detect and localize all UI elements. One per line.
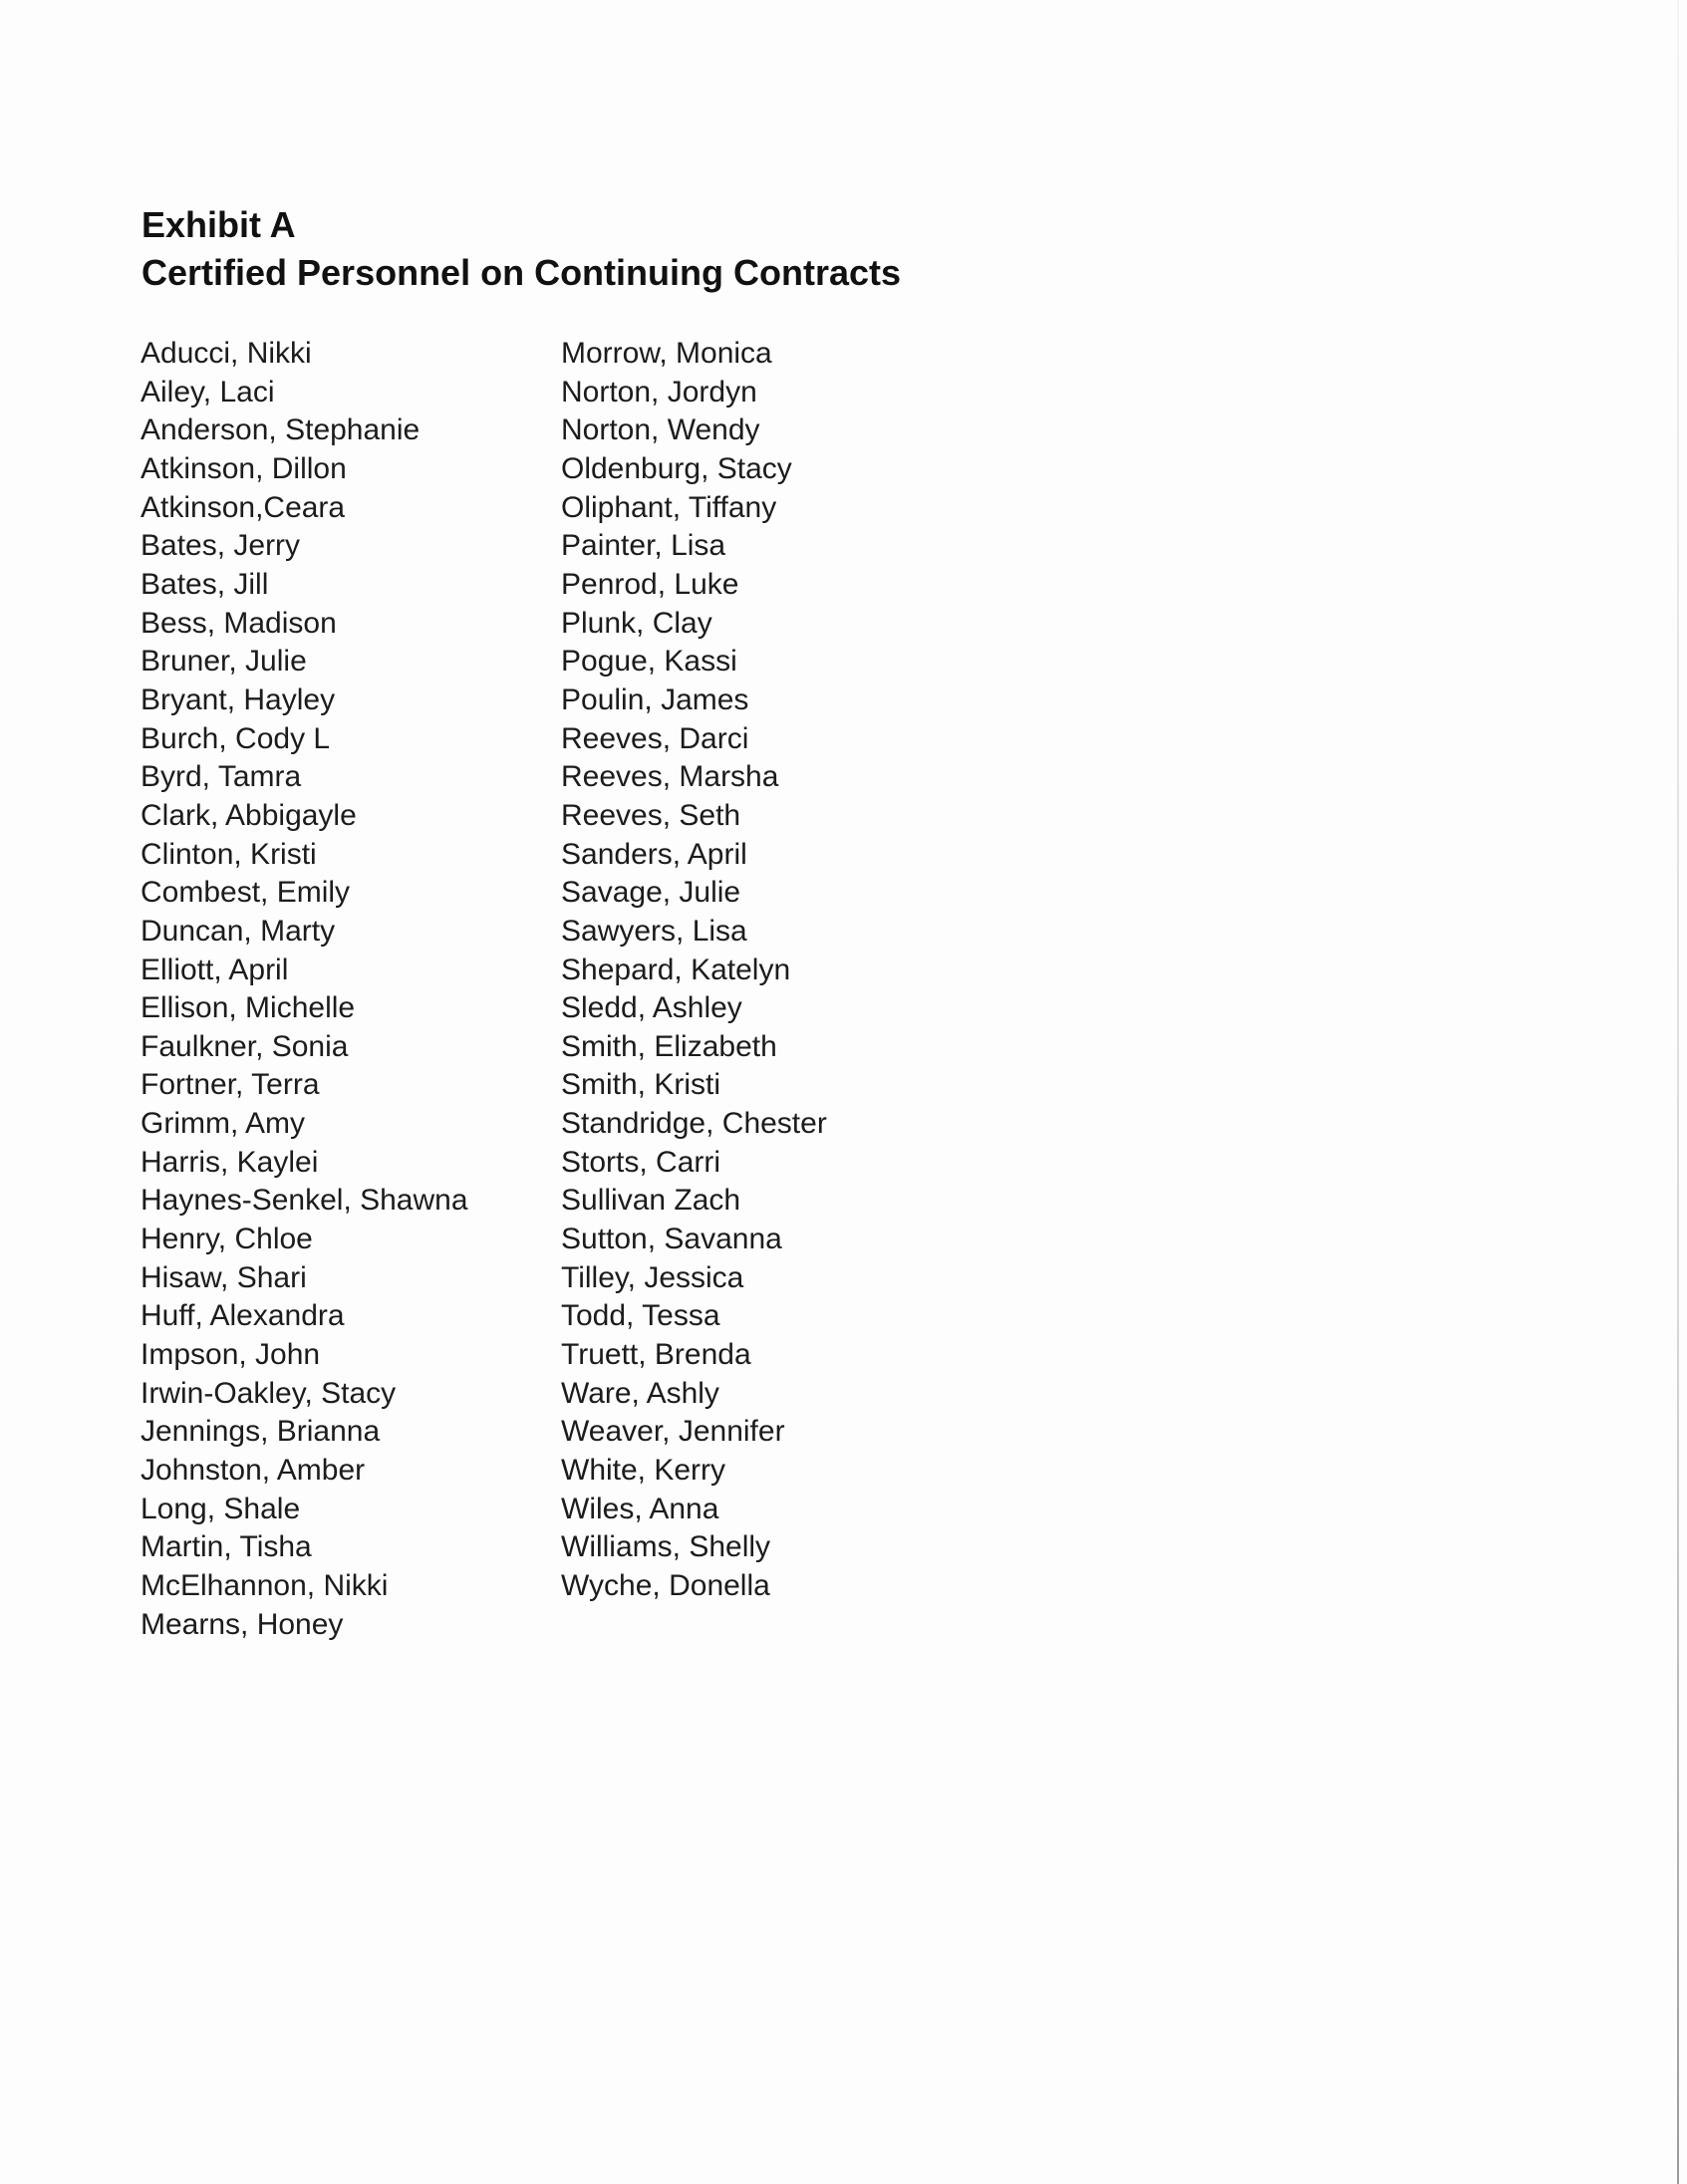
personnel-name: Plunk, Clay [561, 606, 712, 640]
personnel-name: Atkinson, Dillon [141, 451, 347, 485]
personnel-name: Bess, Madison [141, 606, 337, 640]
personnel-name: Poulin, James [561, 682, 749, 716]
personnel-name: Norton, Jordyn [561, 375, 757, 409]
personnel-name: Faulkner, Sonia [141, 1029, 349, 1063]
personnel-name: Wyche, Donella [561, 1569, 770, 1602]
personnel-name: McElhannon, Nikki [141, 1569, 389, 1602]
personnel-name: Irwin-Oakley, Stacy [141, 1376, 397, 1410]
personnel-name: Haynes-Senkel, Shawna [141, 1184, 468, 1218]
personnel-name: Burch, Cody L [141, 721, 331, 755]
personnel-name: Reeves, Darci [561, 721, 749, 755]
personnel-name: Atkinson,Ceara [141, 490, 346, 524]
personnel-name: Bates, Jerry [141, 529, 301, 563]
personnel-name: Smith, Elizabeth [561, 1029, 777, 1063]
personnel-name: Aducci, Nikki [141, 337, 312, 370]
personnel-name: Bryant, Hayley [141, 682, 336, 716]
personnel-name: Harris, Kaylei [141, 1145, 319, 1179]
personnel-name: Jennings, Brianna [141, 1415, 381, 1449]
personnel-name: Savage, Julie [561, 876, 741, 910]
personnel-name: Norton, Wendy [561, 413, 760, 447]
personnel-name: Clark, Abbigayle [141, 798, 357, 832]
personnel-name: Sawyers, Lisa [561, 914, 747, 948]
personnel-name: Tilley, Jessica [561, 1260, 744, 1294]
personnel-name: Combest, Emily [141, 876, 351, 910]
page-edge [1677, 0, 1679, 2184]
personnel-name: Smith, Kristi [561, 1068, 721, 1102]
personnel-name: Ellison, Michelle [141, 991, 356, 1025]
document-subtitle: Certified Personnel on Continuing Contracts [141, 252, 902, 293]
personnel-name: Reeves, Seth [561, 798, 741, 832]
personnel-name: Reeves, Marsha [561, 760, 779, 794]
personnel-name: Martin, Tisha [141, 1530, 312, 1564]
personnel-name: Clinton, Kristi [141, 837, 317, 871]
document-heading [141, 201, 901, 297]
personnel-name: Ware, Ashly [561, 1376, 719, 1410]
personnel-name: Shepard, Katelyn [561, 953, 791, 986]
personnel-name: Hisaw, Shari [141, 1260, 307, 1294]
personnel-name: Storts, Carri [561, 1145, 721, 1179]
personnel-name: Painter, Lisa [561, 529, 726, 563]
personnel-name: Mearns, Honey [141, 1607, 344, 1641]
personnel-name: Bates, Jill [141, 567, 269, 601]
personnel-name: Weaver, Jennifer [561, 1415, 785, 1449]
personnel-name: Duncan, Marty [141, 914, 336, 948]
personnel-name: Sullivan Zach [561, 1184, 741, 1218]
document-title: Exhibit A [141, 204, 296, 245]
personnel-name: White, Kerry [561, 1454, 726, 1488]
personnel-name: Sanders, April [561, 837, 747, 871]
personnel-name: Fortner, Terra [141, 1068, 320, 1102]
personnel-name: Wiles, Anna [561, 1492, 719, 1525]
personnel-name: Penrod, Luke [561, 567, 739, 601]
personnel-name: Grimm, Amy [141, 1107, 305, 1141]
personnel-name: Morrow, Monica [561, 337, 772, 370]
personnel-name: Oliphant, Tiffany [561, 490, 777, 524]
personnel-name: Williams, Shelly [561, 1530, 771, 1564]
personnel-name: Impson, John [141, 1338, 321, 1372]
personnel-name: Anderson, Stephanie [141, 413, 421, 447]
personnel-name: Bruner, Julie [141, 645, 307, 679]
personnel-name: Sutton, Savanna [561, 1223, 782, 1256]
personnel-name: Truett, Brenda [561, 1338, 751, 1372]
personnel-name: Johnston, Amber [141, 1454, 366, 1488]
personnel-name: Todd, Tessa [561, 1299, 720, 1333]
personnel-name: Sledd, Ashley [561, 991, 742, 1025]
personnel-name: Byrd, Tamra [141, 760, 302, 794]
personnel-name: Elliott, April [141, 953, 289, 986]
personnel-name: Pogue, Kassi [561, 645, 737, 679]
personnel-name: Huff, Alexandra [141, 1299, 345, 1333]
personnel-name: Henry, Chloe [141, 1223, 313, 1256]
personnel-name: Oldenburg, Stacy [561, 451, 792, 485]
names-column-1 [141, 335, 468, 1644]
personnel-name: Standridge, Chester [561, 1107, 827, 1141]
names-column-2 [561, 335, 827, 1606]
personnel-name: Long, Shale [141, 1492, 301, 1525]
personnel-name: Ailey, Laci [141, 375, 275, 409]
